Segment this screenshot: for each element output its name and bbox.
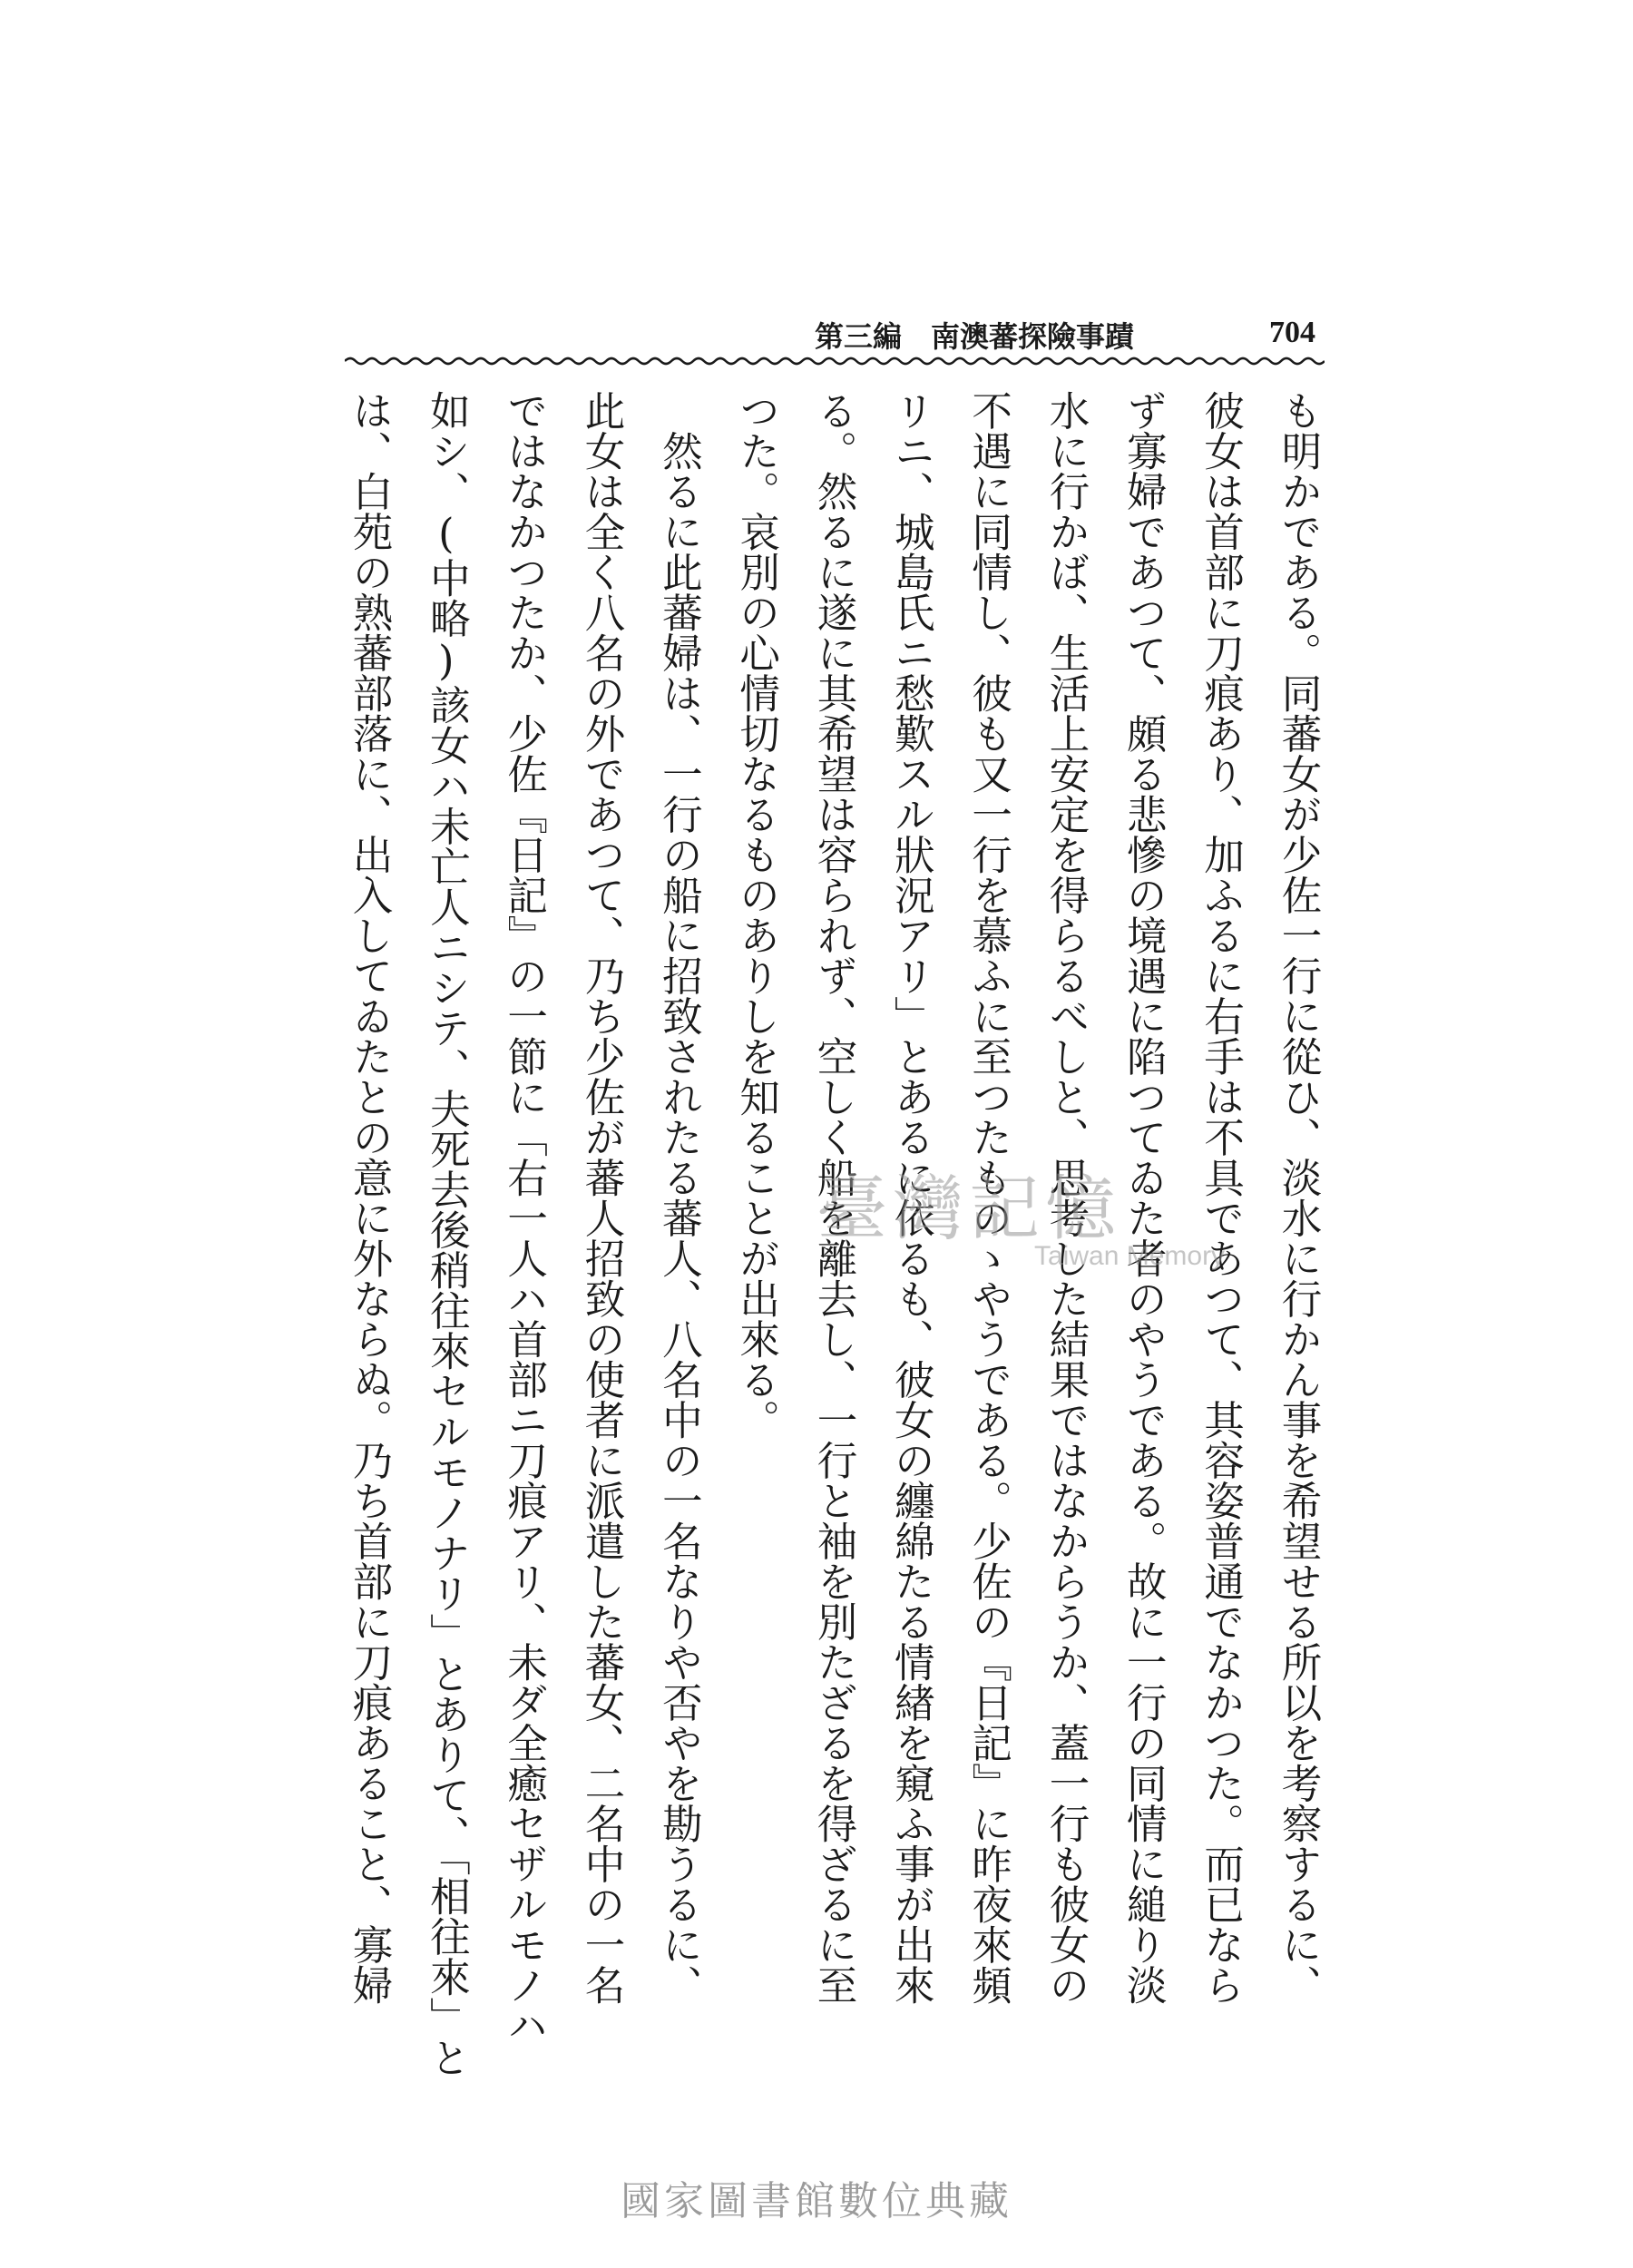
- text-column: 水に行かば、生活上安定を得らるべしと、思考した結果ではなからうか、蓋一行も彼女の: [1041, 390, 1089, 2005]
- text-column: 彼女は首部に刀痕あり、加ふるに右手は不具であつて、其容姿普通でなかつた。而已なら: [1197, 390, 1244, 2005]
- text-column: リニ、城島氏ニ愁歎スル狀況アリ」とあるに依るも、彼女の纏綿たる情緖を窺ふ事が出來: [887, 390, 934, 2005]
- wavy-divider: [345, 356, 1325, 367]
- text-column: 然るに此蕃婦は、一行の船に招致されたる蕃人、八名中の一名なりや否やを勘うるに、: [655, 390, 702, 2005]
- watermark-stamp: 臺灣記憶: [816, 1168, 1122, 1250]
- text-column: は、白苑の熟蕃部落に、出入してゐたとの意に外ならぬ。乃ち首部に刀痕あること、寡婦: [346, 390, 392, 2005]
- text-column: も明かである。同蕃女が少佐一行に從ひ、淡水に行かん事を希望せる所以を考察するに、: [1274, 390, 1321, 2005]
- text-column: ではなかつたか、少佐『日記』の一節に「右一人ハ首部ニ刀痕アリ、未ダ全癒セザルモノハ: [500, 390, 547, 2046]
- text-column: る。然るに遂に其希望は容られず、空しく船を離去し、一行と袖を別たざるを得ざるに至: [809, 390, 856, 2005]
- text-column: 如シ、(中略)該女ハ未亡人ニシテ、夫死去後稍往來セルモノナリ」とありて、「相往來」と: [423, 390, 470, 2077]
- watermark-subtext: Taiwan Memory: [1034, 1241, 1226, 1271]
- text-column: 不遇に同情し、彼も又一行を慕ふに至つたものゝやうである。少佐の『日記』に昨夜來頻: [964, 390, 1012, 2005]
- page-header: [336, 308, 1315, 363]
- page-number: 704: [1269, 316, 1315, 349]
- text-column: ず寡婦であつて、頗る悲慘の境遇に陷つてゐた者のやうである。故に一行の同情に縋り淡: [1120, 390, 1167, 2005]
- library-footer: 國家圖書館數位典藏: [621, 2178, 1012, 2224]
- text-column: つた。哀別の心情切なるものありしを知ることが出來る。: [732, 390, 779, 1440]
- text-column: 此女は全く八名の外であつて、乃ち少佐が蕃人招致の使者に派遣した蕃女、二名中の一名: [577, 390, 624, 2005]
- running-title: 第三編 南澳蕃探險事蹟: [814, 319, 1134, 354]
